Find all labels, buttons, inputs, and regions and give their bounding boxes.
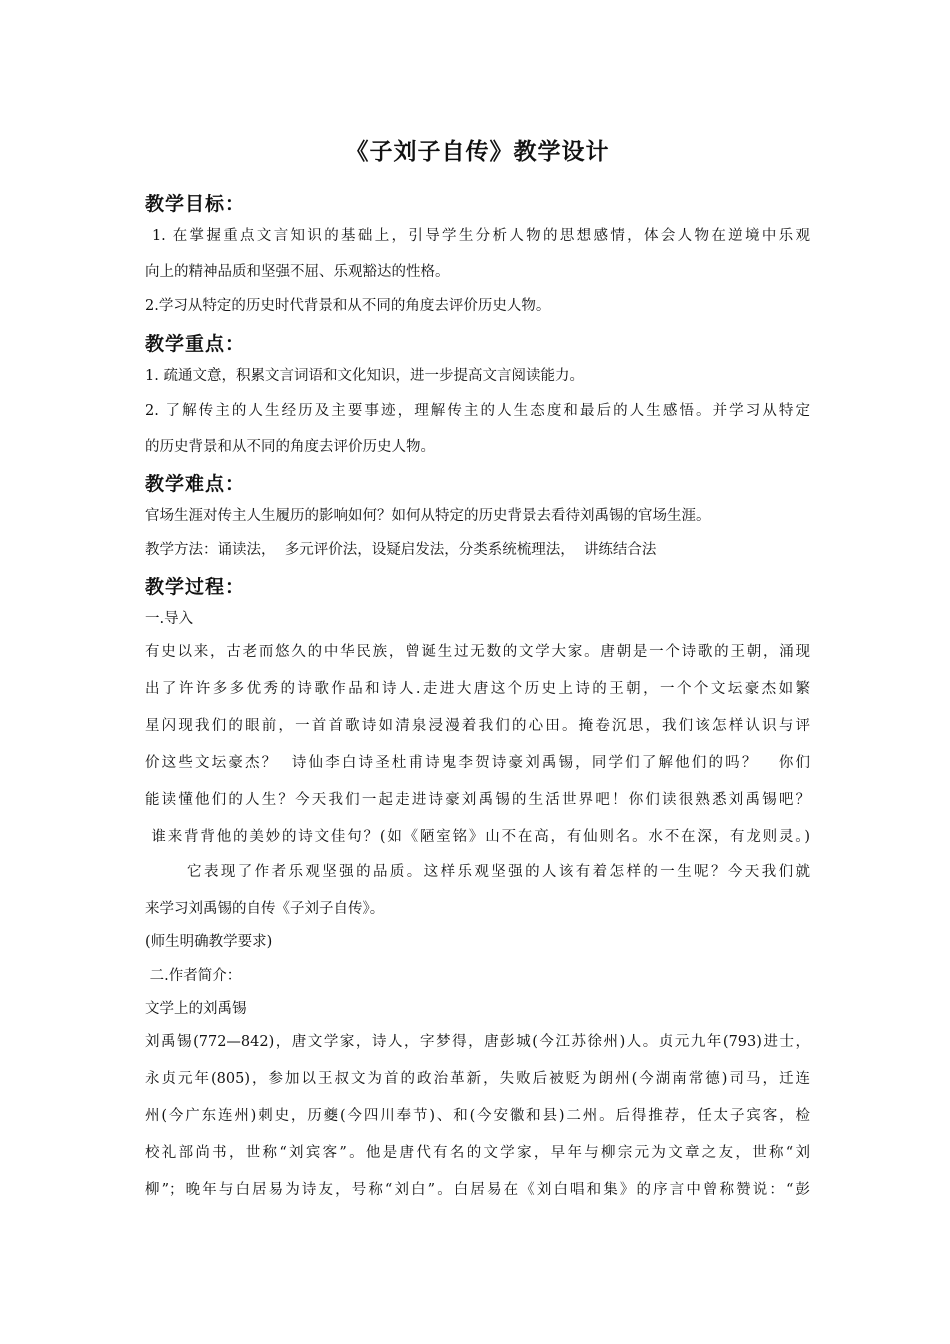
teaching-methods-line: 教学方法：诵读法， 多元评价法，设疑启发法，分类系统梳理法， 讲练结合法 (145, 542, 657, 558)
author-paragraph-line: 州(今广东连州)刺史，历夔(今四川奉节)、和(今安徽和县)二州。后得推荐，任太子宾客，检 (145, 1108, 810, 1124)
author-paragraph-line: 校礼部尚书，世称“刘宾客”。他是唐代有名的文学家，早年与柳宗元为文章之友，世称“刘 (145, 1145, 810, 1161)
author-paragraph-line: 刘禹锡(772—842)，唐文学家，诗人，字梦得，唐彭城(今江苏徐州)人。贞元九年(793)进士， (145, 1034, 810, 1050)
key-points-line: 1. 疏通文意，积累文言词语和文化知识，进一步提高文言阅读能力。 (145, 368, 584, 384)
key-points-heading: 教学重点： (145, 333, 246, 355)
author-paragraph-line: 永贞元年(805)，参加以王叔文为首的政治革新，失败后被贬为朗州(今湖南常德)司马，迁连 (145, 1071, 810, 1087)
intro-paragraph-line: 来学习刘禹锡的自传《子刘子自传》。 (145, 901, 385, 917)
intro-paragraph-line: 有史以来，古老而悠久的中华民族，曾诞生过无数的文学大家。唐朝是一个诗歌的王朝，涌现 (145, 644, 810, 660)
objectives-line: 向上的精神品质和坚强不屈、乐观豁达的性格。 (145, 264, 450, 280)
difficulties-line: 官场生涯对传主人生履历的影响如何？如何从特定的历史背景去看待刘禹锡的官场生涯。 (145, 508, 711, 524)
intro-paragraph-line: 谁来背背他的美妙的诗文佳句？(如《陋室铭》山不在高，有仙则名。水不在深，有龙则灵。) (145, 829, 810, 845)
intro-paragraph-line: 价这些文坛豪杰？ 诗仙李白诗圣杜甫诗鬼李贺诗豪刘禹锡，同学们了解他们的吗？ 你们 (145, 755, 810, 771)
author-paragraph-line: 柳”；晚年与白居易为诗友，号称“刘白”。白居易在《刘白唱和集》的序言中曾称赞说：“彭 (145, 1182, 810, 1198)
key-points-line: 的历史背景和从不同的角度去评价历史人物。 (145, 439, 435, 455)
document-title: 《子刘子自传》教学设计 (345, 139, 610, 165)
intro-paragraph-line: 出了许许多多优秀的诗歌作品和诗人.走进大唐这个历史上诗的王朝，一个个文坛豪杰如繁 (145, 681, 810, 697)
process-heading: 教学过程： (145, 576, 246, 598)
objectives-line: 2.学习从特定的历史时代背景和从不同的角度去评价历史人物。 (145, 298, 551, 314)
objectives-heading: 教学目标： (145, 193, 246, 215)
section-heading-author: 二.作者简介： (145, 968, 242, 984)
difficulties-heading: 教学难点： (145, 473, 246, 495)
intro-paragraph-line: 它表现了作者乐观坚强的品质。这样乐观坚强的人该有着怎样的一生呢？今天我们就 (145, 864, 810, 880)
intro-paragraph-line: 星闪现我们的眼前，一首首歌诗如清泉浸漫着我们的心田。掩卷沉思，我们该怎样认识与评 (145, 718, 810, 734)
intro-paragraph-line: 能读懂他们的人生？今天我们一起走进诗豪刘禹锡的生活世界吧！你们读很熟悉刘禹锡吧？ (145, 792, 810, 808)
teaching-requirement-note: (师生明确教学要求) (145, 934, 273, 950)
section-heading-intro: 一.导入 (145, 611, 194, 627)
key-points-line: 2. 了解传主的人生经历及主要事迹，理解传主的人生态度和最后的人生感悟。并学习从特定 (145, 403, 810, 419)
objectives-line: 1. 在掌握重点文言知识的基础上，引导学生分析人物的思想感情，体会人物在逆境中乐观 (145, 228, 810, 244)
subsection-heading: 文学上的刘禹锡 (145, 1001, 247, 1017)
